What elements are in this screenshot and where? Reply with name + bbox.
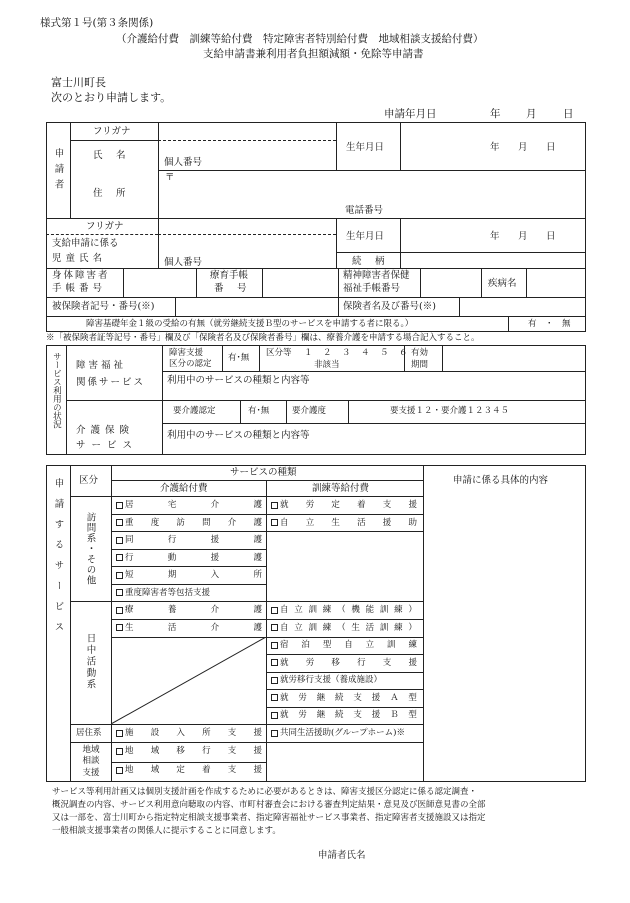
applicant-furigana-label: フリガナ bbox=[93, 126, 131, 137]
class-values: １ ２ ３ ４ ５ ６ bbox=[304, 348, 409, 358]
applicant-individual-no-label: 個人番号 bbox=[164, 157, 203, 168]
service-checkbox-item[interactable] bbox=[271, 606, 417, 615]
service-checkbox-item[interactable] bbox=[271, 641, 417, 650]
checkbox-icon[interactable] bbox=[116, 537, 123, 544]
date-month: 月 bbox=[526, 108, 537, 120]
checkbox-icon[interactable] bbox=[271, 659, 278, 666]
service-label: 施 設 入 所 支 援 bbox=[125, 728, 262, 738]
service-label: 生 活 介 護 bbox=[125, 622, 262, 633]
date-label: 申請年月日 bbox=[384, 108, 437, 120]
service-checkbox-item[interactable] bbox=[271, 694, 417, 703]
group-community-label: 地域相談支援 bbox=[82, 745, 100, 778]
applicant-birth-month: 月 bbox=[518, 142, 528, 153]
service-checkbox-item[interactable] bbox=[271, 676, 417, 685]
service-label: 療 養 介 護 bbox=[125, 605, 262, 615]
date-year: 年 bbox=[490, 108, 501, 120]
cert-label2: 区分の認定 bbox=[169, 359, 212, 369]
insured-no-label: 被保険者記号・番号(※) bbox=[52, 301, 155, 312]
checkbox-icon[interactable] bbox=[271, 624, 278, 631]
group-day-label: 日中活動系 bbox=[84, 633, 96, 691]
care-cert-label: 要介護認定 bbox=[173, 406, 216, 416]
consent-line1: サービス等利用計画又は個別支援計画を作成するために必要があるときは、障害支援区分認定に係る認定調査・ bbox=[52, 787, 478, 797]
child-birth-month: 月 bbox=[518, 231, 528, 242]
checkbox-icon[interactable] bbox=[116, 572, 123, 579]
form-number: 様式第１号(第３条関係) bbox=[40, 17, 154, 29]
care-detail-label: 利用中のサービスの種類と内容等 bbox=[167, 430, 310, 441]
usage-section-label: サービス利用の状況 bbox=[51, 352, 62, 429]
mental-card-label1: 精神障害者保健 bbox=[343, 270, 410, 281]
physical-card-label2: 手帳番号 bbox=[52, 283, 107, 294]
applicant-birth-year: 年 bbox=[490, 142, 500, 153]
postal-mark: 〒 bbox=[165, 172, 175, 183]
valid-label2: 期間 bbox=[411, 360, 429, 370]
checkbox-icon[interactable] bbox=[116, 554, 123, 561]
form-title-line1: （介護給付費 訓練等給付費 特定障害者特別給付費 地域相談支援給付費） bbox=[116, 33, 484, 45]
signature-label: 申請者氏名 bbox=[318, 850, 366, 861]
service-checkbox-item[interactable] bbox=[116, 729, 262, 738]
service-label: 自 立 訓 練 （ 生 活 訓 練 ） bbox=[280, 622, 417, 633]
service-checkbox-item[interactable] bbox=[116, 589, 262, 598]
checkbox-icon[interactable] bbox=[116, 607, 123, 614]
consent-line3: 又は一部を、富士川町から指定特定相談支援事業者、指定障害福祉サービス事業者、指定障害者支援施設又は指定 bbox=[52, 813, 486, 823]
checkbox-icon[interactable] bbox=[116, 502, 123, 509]
checkbox-icon[interactable] bbox=[271, 712, 278, 719]
empty-cell-diagonal bbox=[111, 637, 266, 724]
consent-line2: 概況調査の内容、サービス利用意向聴取の内容、市町村審査会における審査判定結果・意見及び医師意見書の全部 bbox=[52, 800, 486, 810]
child-label-line1 bbox=[52, 239, 152, 249]
pension-choice: 有 ・ 無 bbox=[528, 319, 571, 329]
col-kaigo-label: 介護給付費 bbox=[160, 483, 208, 494]
service-label: 重 度 訪 問 介 護 bbox=[125, 517, 262, 528]
service-checkbox-item[interactable] bbox=[116, 606, 262, 615]
insurer-label: 保険者名及び番号(※) bbox=[343, 301, 436, 312]
disease-label: 疾病名 bbox=[488, 278, 517, 289]
service-label: 就 労 移 行 支 援 bbox=[280, 657, 417, 668]
care-label1: 介護保険 bbox=[76, 425, 135, 436]
child-birth-label: 生年月日 bbox=[346, 231, 385, 242]
service-label: 自 立 生 活 援 助 bbox=[280, 517, 417, 528]
ryoiku-card-label2: 番 号 bbox=[214, 283, 249, 294]
child-furigana-label: フリガナ bbox=[86, 221, 124, 232]
addressee: 富士川町長 bbox=[51, 76, 106, 89]
col-detail-label: 申請に係る具体的内容 bbox=[453, 475, 549, 486]
care-cert-choice: 有･無 bbox=[248, 406, 270, 416]
care-label2: サービス bbox=[76, 440, 139, 451]
service-checkbox-item[interactable] bbox=[116, 554, 262, 563]
service-checkbox-item[interactable] bbox=[271, 501, 417, 510]
applicant-name-label: 氏 名 bbox=[93, 150, 128, 161]
service-checkbox-item[interactable] bbox=[116, 624, 262, 633]
checkbox-icon[interactable] bbox=[271, 607, 278, 614]
applicant-birth-label: 生年月日 bbox=[346, 142, 385, 153]
cert-label1: 障害支援 bbox=[169, 348, 204, 358]
service-checkbox-item[interactable] bbox=[116, 571, 262, 580]
checkbox-icon[interactable] bbox=[116, 767, 123, 774]
applicant-address-label: 住 所 bbox=[93, 188, 128, 199]
consent-line4: 一般相談支援事業者の関係人に提示することに同意します。 bbox=[52, 826, 281, 836]
valid-label1: 有効 bbox=[411, 348, 429, 358]
checkbox-icon[interactable] bbox=[271, 642, 278, 649]
service-label: 就 労 継 続 支 援 Ｂ 型 bbox=[280, 710, 417, 720]
service-label: 地 域 定 着 支 援 bbox=[125, 765, 262, 775]
intro-text: 次のとおり申請します。 bbox=[51, 91, 172, 104]
group-home-label: 訪問系・その他 bbox=[84, 512, 96, 586]
service-label: 居 宅 介 護 bbox=[125, 500, 262, 510]
service-label: 同 行 援 護 bbox=[125, 535, 262, 545]
checkbox-icon[interactable] bbox=[271, 730, 278, 737]
service-label: 就労移行支援（養成施設） bbox=[280, 675, 383, 685]
ryoiku-card-label1: 療育手帳 bbox=[210, 270, 249, 281]
service-checkbox-item[interactable] bbox=[271, 711, 417, 720]
col-class-label: 区分 bbox=[79, 475, 99, 486]
mental-card-label2: 福祉手帳番号 bbox=[343, 283, 401, 294]
col-types-label: サービスの種類 bbox=[230, 467, 297, 478]
service-checkbox-item[interactable] bbox=[116, 519, 262, 528]
service-label: 自 立 訓 練 （ 機 能 訓 練 ） bbox=[280, 605, 417, 615]
applicant-phone-label: 電話番号 bbox=[345, 205, 384, 216]
care-levels: 要支援１２・要介護１２３４５ bbox=[390, 406, 510, 416]
applicant-section-label: 申請者 bbox=[52, 148, 64, 195]
checkbox-icon[interactable] bbox=[271, 519, 278, 526]
checkbox-icon[interactable] bbox=[116, 730, 123, 737]
service-label: 行 動 援 護 bbox=[125, 552, 262, 563]
service-label: 短 期 入 所 bbox=[125, 570, 262, 580]
service-checkbox-item[interactable] bbox=[116, 501, 262, 510]
child-birth-year: 年 bbox=[490, 231, 500, 242]
service-checkbox-item[interactable] bbox=[116, 536, 262, 545]
checkbox-icon[interactable] bbox=[271, 502, 278, 509]
service-checkbox-item[interactable] bbox=[271, 519, 417, 528]
date-day: 日 bbox=[563, 108, 574, 120]
service-label: 就 労 継 続 支 援 Ａ 型 bbox=[280, 692, 417, 703]
service-checkbox-item[interactable] bbox=[271, 659, 417, 668]
checkbox-icon[interactable] bbox=[116, 624, 123, 631]
child-label-text1: 支給申請に係る bbox=[52, 238, 119, 249]
service-label: 就 労 定 着 支 援 bbox=[280, 500, 417, 510]
checkbox-icon[interactable] bbox=[116, 748, 123, 755]
cert-choice: 有･無 bbox=[228, 353, 250, 363]
child-individual-no-label: 個人番号 bbox=[164, 257, 203, 268]
checkbox-icon[interactable] bbox=[271, 677, 278, 684]
applicant-birth-day: 日 bbox=[546, 142, 556, 153]
checkbox-icon[interactable] bbox=[116, 519, 123, 526]
service-checkbox-item[interactable] bbox=[116, 766, 262, 775]
service-label: 宿 泊 型 自 立 訓 練 bbox=[280, 640, 417, 650]
insurer-note: ※「被保険者証等記号・番号」欄及び「保険者名及び保険者番号」欄は、療養介護を申請する場合記入すること。 bbox=[46, 333, 480, 343]
checkbox-icon[interactable] bbox=[271, 694, 278, 701]
child-label-line2: 児童氏名 bbox=[52, 253, 107, 264]
services-section-label: 申請するサービス bbox=[52, 478, 64, 642]
service-checkbox-item[interactable] bbox=[271, 624, 417, 633]
group-residence-label: 居住系 bbox=[76, 728, 102, 738]
child-relation-label: 続 柄 bbox=[352, 256, 387, 267]
child-birth-day: 日 bbox=[546, 231, 556, 242]
form-title-line2: 支給申請書兼利用者負担額減額・免除等申請書 bbox=[203, 48, 424, 60]
service-label: 重度障害者等包括支援 bbox=[125, 587, 211, 598]
pension-question: 障害基礎年金１級の受給の有無（就労継続支援Ｂ型のサービスを申請する者に限る。） bbox=[86, 319, 414, 329]
col-kunren-label: 訓練等給付費 bbox=[312, 483, 370, 494]
welfare-label1: 障害福祉 bbox=[76, 360, 127, 371]
welfare-label2: 関係サービス bbox=[76, 377, 146, 388]
welfare-detail-label: 利用中のサービスの種類と内容等 bbox=[167, 375, 310, 386]
care-level-label: 要介護度 bbox=[292, 406, 327, 416]
checkbox-icon[interactable] bbox=[116, 589, 123, 596]
class-label: 区分等 bbox=[266, 348, 292, 358]
service-checkbox-item[interactable] bbox=[271, 729, 421, 738]
service-label: 共同生活援助(グループホーム)※ bbox=[280, 728, 405, 738]
service-checkbox-item[interactable] bbox=[116, 747, 262, 756]
service-label: 地 域 移 行 支 援 bbox=[125, 746, 262, 756]
not-applicable: 非該当 bbox=[314, 360, 340, 370]
physical-card-label1: 身体障害者 bbox=[52, 270, 110, 281]
